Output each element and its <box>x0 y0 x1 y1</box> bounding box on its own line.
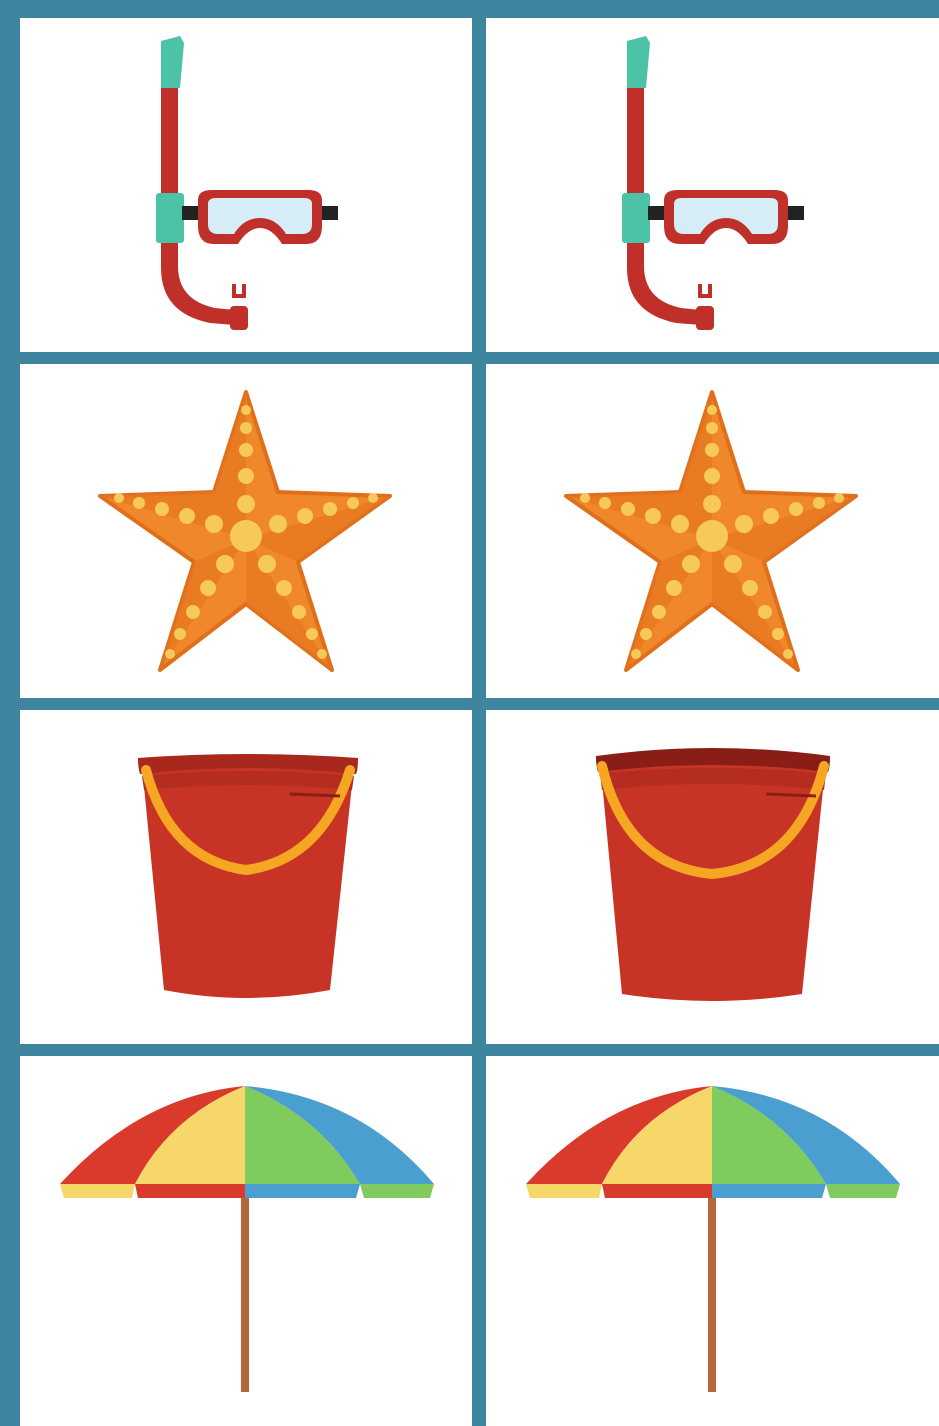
beach-umbrella-icon <box>20 1056 472 1426</box>
bucket-icon <box>20 710 472 1044</box>
starfish-icon <box>20 364 472 698</box>
card-umbrella-2[interactable] <box>486 1056 939 1426</box>
card-starfish-2[interactable] <box>486 364 939 698</box>
card-snorkel-2[interactable] <box>486 18 939 352</box>
card-bucket-2[interactable] <box>486 710 939 1044</box>
card-umbrella-1[interactable] <box>20 1056 472 1426</box>
card-bucket-1[interactable] <box>20 710 472 1044</box>
card-starfish-1[interactable] <box>20 364 472 698</box>
starfish-icon <box>486 364 939 698</box>
card-snorkel-1[interactable] <box>20 18 472 352</box>
snorkel-mask-icon <box>20 18 472 352</box>
beach-umbrella-icon <box>486 1056 939 1426</box>
bucket-icon <box>486 710 939 1044</box>
snorkel-mask-icon <box>486 18 939 352</box>
